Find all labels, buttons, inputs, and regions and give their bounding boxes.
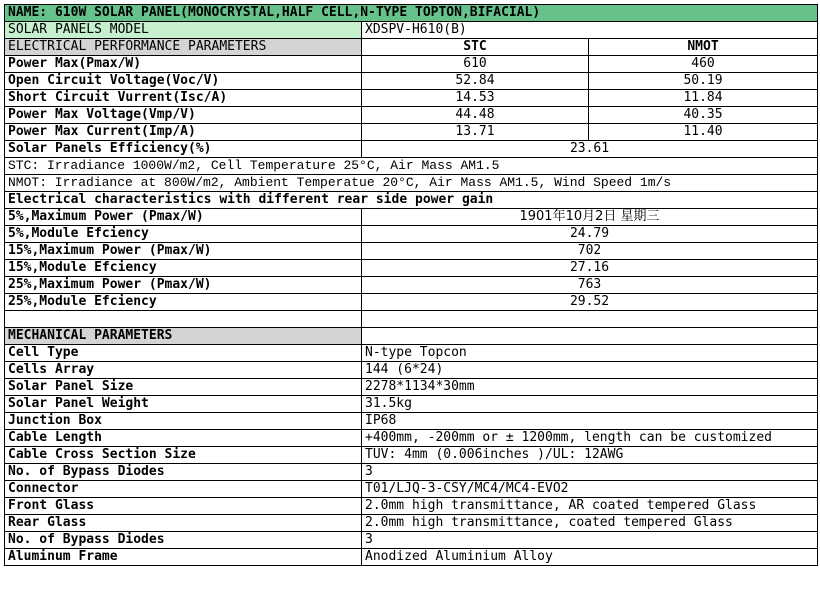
mech-value[interactable]: 2278*1134*30mm xyxy=(362,379,818,396)
table-row xyxy=(5,345,818,362)
table-row xyxy=(5,430,818,447)
mech-value[interactable]: 144 (6*24) xyxy=(362,362,818,379)
mech-label[interactable]: Junction Box xyxy=(5,413,362,430)
nmot-column-header[interactable]: NMOT xyxy=(589,39,818,56)
stc-value[interactable]: 44.48 xyxy=(362,107,589,124)
model-value[interactable]: XDSPV-H610(B) xyxy=(362,22,818,39)
mechanical-section-header[interactable]: MECHANICAL PARAMETERS xyxy=(5,328,362,345)
table-row xyxy=(5,481,818,498)
nmot-note[interactable]: NMOT: Irradiance at 800W/m2, Ambient Temperatue 20°C, Air Mass AM1.5, Wind Speed 1m/s xyxy=(5,175,818,192)
table-row xyxy=(5,447,818,464)
table-row xyxy=(5,532,818,549)
nmot-value[interactable]: 50.19 xyxy=(589,73,818,90)
rear-gain-title-row xyxy=(5,192,818,209)
gain-label[interactable]: 25%,Module Efciency xyxy=(5,294,362,311)
param-label[interactable]: Power Max Current(Imp/A) xyxy=(5,124,362,141)
model-row xyxy=(5,22,818,39)
stc-column-header[interactable]: STC xyxy=(362,39,589,56)
table-row xyxy=(5,56,818,73)
mech-label[interactable]: No. of Bypass Diodes xyxy=(5,464,362,481)
gain-label[interactable]: 15%,Module Efciency xyxy=(5,260,362,277)
param-label[interactable]: Power Max(Pmax/W) xyxy=(5,56,362,73)
nmot-note-row xyxy=(5,175,818,192)
table-row xyxy=(5,209,818,226)
mech-value[interactable]: 2.0mm high transmittance, coated tempered Glass xyxy=(362,515,818,532)
mech-label[interactable]: Solar Panel Weight xyxy=(5,396,362,413)
nmot-value[interactable]: 11.84 xyxy=(589,90,818,107)
mech-label[interactable]: Solar Panel Size xyxy=(5,379,362,396)
sheet-title[interactable]: NAME: 610W SOLAR PANEL(MONOCRYSTAL,HALF CELL,N-TYPE TOPTON,BIFACIAL) xyxy=(5,5,818,22)
mech-value[interactable]: 2.0mm high transmittance, AR coated tempered Glass xyxy=(362,498,818,515)
table-row xyxy=(5,260,818,277)
mech-label[interactable]: Cable Length xyxy=(5,430,362,447)
gain-label[interactable]: 5%,Maximum Power (Pmax/W) xyxy=(5,209,362,226)
mech-label[interactable]: Rear Glass xyxy=(5,515,362,532)
efficiency-row xyxy=(5,141,818,158)
gain-label[interactable]: 15%,Maximum Power (Pmax/W) xyxy=(5,243,362,260)
table-row xyxy=(5,396,818,413)
table-row xyxy=(5,243,818,260)
mech-value[interactable]: 3 xyxy=(362,464,818,481)
efficiency-value[interactable]: 23.61 xyxy=(362,141,818,158)
stc-value[interactable]: 52.84 xyxy=(362,73,589,90)
model-label[interactable]: SOLAR PANELS MODEL xyxy=(5,22,362,39)
blank-cell[interactable] xyxy=(362,311,818,328)
nmot-value[interactable]: 460 xyxy=(589,56,818,73)
electrical-header-row xyxy=(5,39,818,56)
stc-note-row xyxy=(5,158,818,175)
stc-note[interactable]: STC: Irradiance 1000W/m2, Cell Temperature 25°C, Air Mass AM1.5 xyxy=(5,158,818,175)
mech-value[interactable]: +400mm, -200mm or ± 1200mm, length can be customized xyxy=(362,430,818,447)
electrical-section-header[interactable]: ELECTRICAL PERFORMANCE PARAMETERS xyxy=(5,39,362,56)
mech-label[interactable]: Cell Type xyxy=(5,345,362,362)
gain-value[interactable]: 24.79 xyxy=(362,226,818,243)
table-row xyxy=(5,73,818,90)
gain-label[interactable]: 5%,Module Efciency xyxy=(5,226,362,243)
table-row xyxy=(5,107,818,124)
stc-value[interactable]: 13.71 xyxy=(362,124,589,141)
mech-value[interactable]: 31.5kg xyxy=(362,396,818,413)
param-label[interactable]: Open Circuit Voltage(Voc/V) xyxy=(5,73,362,90)
mech-value[interactable]: 3 xyxy=(362,532,818,549)
gain-value[interactable]: 1901年10月2日 星期三 xyxy=(362,209,818,226)
blank-cell[interactable] xyxy=(362,328,818,345)
gain-label[interactable]: 25%,Maximum Power (Pmax/W) xyxy=(5,277,362,294)
table-row xyxy=(5,515,818,532)
gain-value[interactable]: 702 xyxy=(362,243,818,260)
mech-value[interactable]: N-type Topcon xyxy=(362,345,818,362)
mech-label[interactable]: Cable Cross Section Size xyxy=(5,447,362,464)
mech-label[interactable]: Front Glass xyxy=(5,498,362,515)
gain-value[interactable]: 29.52 xyxy=(362,294,818,311)
mech-value[interactable]: TUV: 4mm (0.006inches )/UL: 12AWG xyxy=(362,447,818,464)
table-row xyxy=(5,90,818,107)
mech-value[interactable]: Anodized Aluminium Alloy xyxy=(362,549,818,566)
table-row xyxy=(5,277,818,294)
table-row xyxy=(5,226,818,243)
table-row xyxy=(5,379,818,396)
efficiency-label[interactable]: Solar Panels Efficiency(%) xyxy=(5,141,362,158)
param-label[interactable]: Power Max Voltage(Vmp/V) xyxy=(5,107,362,124)
blank-cell[interactable] xyxy=(5,311,362,328)
title-row xyxy=(5,5,818,22)
gain-value[interactable]: 763 xyxy=(362,277,818,294)
mech-label[interactable]: Cells Array xyxy=(5,362,362,379)
table-row xyxy=(5,362,818,379)
table-row xyxy=(5,498,818,515)
mech-value[interactable]: IP68 xyxy=(362,413,818,430)
table-row xyxy=(5,549,818,566)
table-row xyxy=(5,464,818,481)
mech-value[interactable]: T01/LJQ-3-CSY/MC4/MC4-EVO2 xyxy=(362,481,818,498)
stc-value[interactable]: 14.53 xyxy=(362,90,589,107)
nmot-value[interactable]: 11.40 xyxy=(589,124,818,141)
table-row xyxy=(5,294,818,311)
nmot-value[interactable]: 40.35 xyxy=(589,107,818,124)
param-label[interactable]: Short Circuit Vurrent(Isc/A) xyxy=(5,90,362,107)
table-row xyxy=(5,413,818,430)
mech-label[interactable]: No. of Bypass Diodes xyxy=(5,532,362,549)
table-row xyxy=(5,124,818,141)
stc-value[interactable]: 610 xyxy=(362,56,589,73)
mech-label[interactable]: Aluminum Frame xyxy=(5,549,362,566)
mechanical-header-row xyxy=(5,328,818,345)
rear-gain-title[interactable]: Electrical characteristics with different rear side power gain xyxy=(5,192,818,209)
mech-label[interactable]: Connector xyxy=(5,481,362,498)
gain-value[interactable]: 27.16 xyxy=(362,260,818,277)
blank-row xyxy=(5,311,818,328)
spec-sheet-table xyxy=(4,4,818,566)
